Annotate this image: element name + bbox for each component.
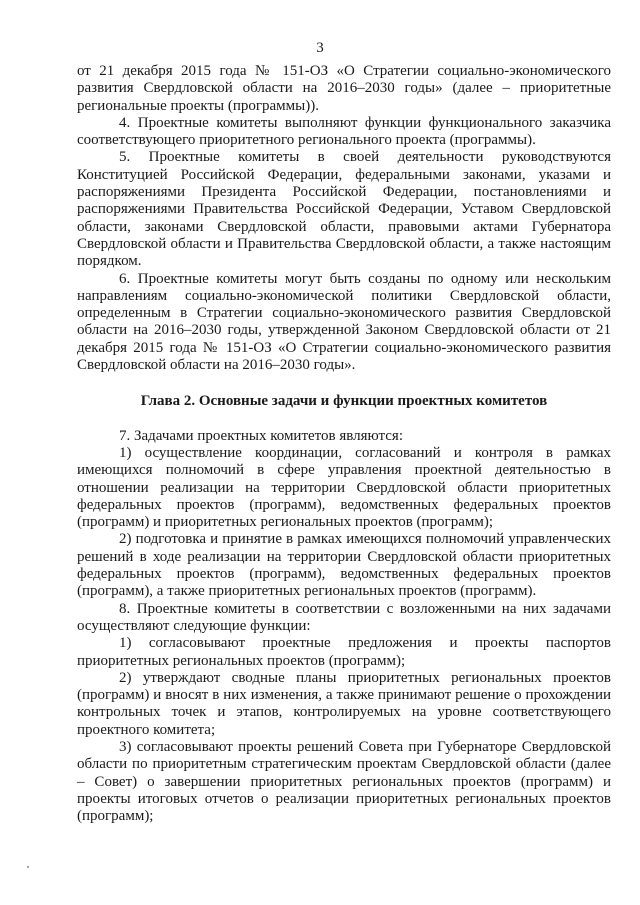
scan-speck [27, 866, 29, 868]
paragraph-continuation: от 21 декабря 2015 года № 151-ОЗ «О Стратегии социально-экономического развития Свердловской области на 2016–2030 годы» (далее – приоритетные региональные проекты (программы)). [77, 63, 611, 114]
chapter-heading: Глава 2. Основные задачи и функции проектных комитетов [140, 393, 548, 410]
paragraph-8-item-3: 3) согласовывают проекты решений Совета при Губернаторе Свердловской области по приоритетным стратегическим проектам Свердловской области (далее – Совет) о завершении приоритетных региональных проектов (программ) и проекты итоговых отчетов о реализации приоритетных региональных проектов (программ); [77, 738, 611, 825]
paragraph-7-item-1: 1) осуществление координации, согласований и контроля в рамках имеющихся полномочий в сфере управления проектной деятельностью в отношении реализации на территории Свердловской области приоритетных федеральных проектов (программ), ведомственных федеральных проектов (программ) и приоритетных региональных проектов (программ); [77, 444, 611, 531]
paragraph-7: 7. Задачами проектных комитетов являются: [119, 427, 404, 444]
paragraph-5: 5. Проектные комитеты в своей деятельности руководствуются Конституцией Российской Федерации, федеральными законами, указами и распоряжениями Президента Российской Федерации, постановлениями и распоряжениями Правительства Российской Федерации, Уставом Свердловской области, законами Свердловской области, правовыми актами Губернатора Свердловской области и Правительства Свердловской области, а также настоящим порядком. [77, 149, 611, 270]
page-number: 3 [316, 40, 324, 56]
paragraph-8-item-2: 2) утверждают сводные планы приоритетных региональных проектов (программ) и вносят в них изменения, а также принимают решение о прохождении контрольных точек и этапов, контролируемых на уровне соответствующего проектного комитета; [77, 669, 611, 738]
paragraph-8-item-1: 1) согласовывают проектные предложения и проекты паспортов приоритетных региональных проектов (программ); [77, 635, 611, 669]
paragraph-8: 8. Проектные комитеты в соответствии с возложенными на них задачами осуществляют следующие функции: [77, 600, 611, 634]
paragraph-4: 4. Проектные комитеты выполняют функции функционального заказчика соответствующего приоритетного регионального проекта (программы). [77, 114, 611, 149]
document-body [77, 63, 611, 825]
paragraph-7-item-2: 2) подготовка и принятие в рамках имеющихся полномочий управленческих решений в ходе реализации на территории Свердловской области приоритетных федеральных проектов (программ), ведомственных федеральных проектов (программ), а также приоритетных региональных проектов (программ). [77, 531, 611, 600]
paragraph-6: 6. Проектные комитеты могут быть созданы по одному или нескольким направлениям социально-экономической политики Свердловской области, определенным в Стратегии социально-экономического развития Свердловской области на 2016–2030 годы, утвержденной Законом Свердловской области от 21 декабря 2015 года № 151-ОЗ «О Стратегии социально-экономического развития Свердловской области на 2016–2030 годы». [77, 270, 611, 374]
